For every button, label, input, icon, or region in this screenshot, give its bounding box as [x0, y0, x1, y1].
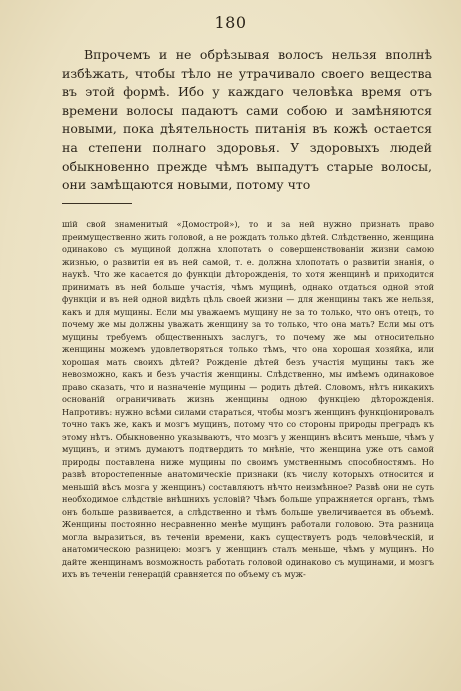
footnote-text: шій свой знаменитый «Домострой»), то и за ней нужно признать право преимущественно жить головой, а не рождать только дѣтей. Слѣдственно, женщина одинаково съ мущиной должна хлопотать о совершенствованіи жизни самою жизнью, о развитіи ея въ ней самой, т. е. должна хлопотать о развитіи знанія, о наукѣ. Что же касается до функціи дѣторожденія, то хотя женщинѣ и приходится принимать въ ней больше участія, чѣмъ мущинѣ, однако отдаться одной этой функціи и въ ней одной видѣть цѣль своей жизни — для женщины такъ же нельзя, какъ и для мущины. Если мы уважаемъ мущину не за то только, что онъ отецъ, то почему же мы должны уважать женщину за то только, что она мать? Если мы отъ мущины требуемъ общественныхъ заслугъ, то почему же мы относительно женщины можемъ удовлетворяться только тѣмъ, что она хорошая хозяйка, или хорошая мать своихъ дѣтей? Рожденіе дѣтей безъ участія мущины такъ же невозможно, какъ и безъ участія женщины. Слѣдственно, мы имѣемъ одинаковое право сказать, что и назначеніе мущины — родить дѣтей. Словомъ, нѣтъ никакихъ основаній ограничивать жизнь женщины одною функціею дѣторожденія. Напротивъ: нужно всѣми силами стараться, чтобы мозгъ женщинъ функціонировалъ точно такъ же, какъ и мозгъ мущинъ, потому что со стороны природы преградъ къ этому нѣтъ. Обыкновенно указываютъ, что мозгъ у женщинъ вѣситъ меньше, чѣмъ у мущинъ, и этимъ думаютъ подтвердить то мнѣніе, что женщина уже отъ самой природы поставлена ниже мущины по своимъ умственнымъ способностямъ. Но развѣ второстепенные анатомическіе признаки (къ числу которыхъ относится и меньшій вѣсъ мозга у женщинъ) составляютъ нѣчто неизмѣнное? Развѣ они не суть необходимое слѣдствіе внѣшнихъ условій? Чѣмъ больше упражняется органъ, тѣмъ онъ больше развивается, а слѣдственно и тѣмъ больше увеличивается въ объемѣ. Женщины постоянно несравненно менѣе мущинъ работали головою. Эта разница могла выразиться, въ теченіи времени, какъ существуетъ родъ человѣческій, и анатомическою разницею: мозгъ у женщинъ сталъ меньше, чѣмъ у мущинъ. Но дайте женщинамъ возможность работать головой одинаково съ мущинами, и мозгъ ихъ въ теченіи генерацій сравняется по объему съ муж- [62, 219, 434, 579]
footnote [62, 218, 434, 581]
page-number: 180 [214, 13, 247, 32]
footnote-separator [62, 203, 132, 204]
main-paragraph: Впрочемъ и не обрѣзывая волосъ нельзя вполнѣ избѣжать, чтобы тѣло не утрачивало своего вещества въ этой формѣ. Ибо у каждаго человѣка время отъ времени волосы падаютъ сами собою и замѣняются новыми, пока дѣятельность питанія въ кожѣ остается на степени полнаго здоровья. У здоровыхъ людей обыкновенно прежде чѣмъ выпадутъ старые волосы, они замѣщаются новыми, потому что [62, 47, 432, 193]
main-text [62, 46, 432, 195]
